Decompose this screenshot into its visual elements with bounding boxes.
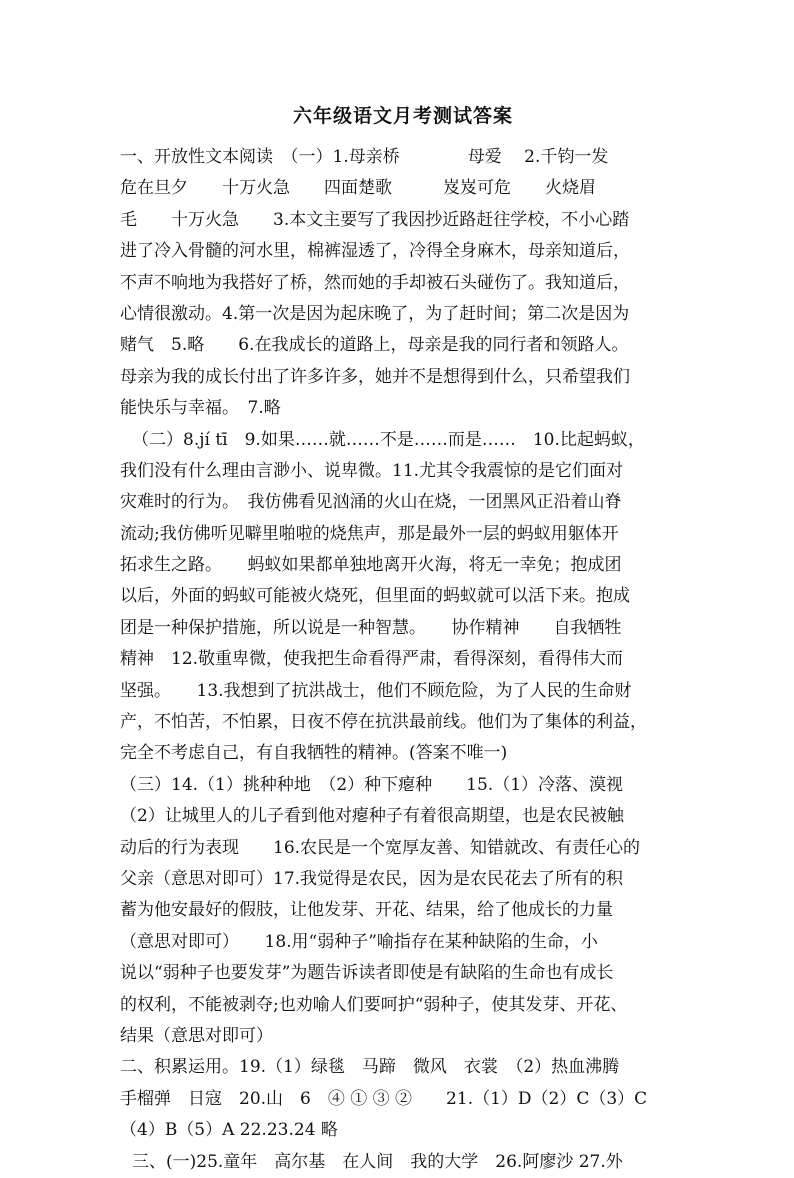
text-line: 二、积累运用。19.（1）绿毯 马蹄 微风 衣裳 （2）热血沸腾: [120, 1057, 620, 1078]
text-line: 团是一种保护措施，所以说是一种智慧。 协作精神 自我牺牲: [120, 617, 622, 638]
answer-body: [120, 142, 686, 1178]
text-line: 流动;我仿佛听见噼里啪啦的烧焦声，那是最外一层的蚂蚁用躯体开: [120, 523, 619, 544]
text-line: 进了冷入骨髓的河水里，棉裤湿透了，冷得全身麻木，母亲知道后，: [120, 241, 630, 262]
text-line: 赌气 5.略 6.在我成长的道路上，母亲是我的同行者和领路人。: [120, 335, 629, 356]
text-line: 拓求生之路。 蚂蚁如果都单独地离开火海，将无一幸免；抱成团: [120, 555, 622, 576]
text-line: 完全不考虑自己，有自我牺牲的精神。(答案不唯一): [120, 743, 508, 764]
text-line: 不声不响地为我搭好了桥，然而她的手却被石头碰伤了。我知道后，: [120, 272, 630, 293]
text-line: 动后的行为表现 16.农民是一个宽厚友善、知错就改、有责任心的: [120, 837, 641, 858]
text-line: 灾难时的行为。 我仿佛看见汹涌的火山在烧，一团黑风正沿着山脊: [120, 492, 622, 513]
text-line: 心情很激动。4.第一次是因为起床晚了，为了赶时间；第二次是因为: [120, 303, 630, 324]
text-line: 危在旦夕 十万火急 四面楚歌 岌岌可危 火烧眉: [120, 178, 596, 199]
text-line: 母亲为我的成长付出了许多许多，她并不是想得到什么，只希望我们: [120, 366, 630, 387]
text-line: 蓄为他安最好的假肢，让他发芽、开花、结果，给了他成长的力量: [120, 900, 613, 921]
text-line: 我们没有什么理由言渺小、说卑微。11.尤其令我震惊的是它们面对: [120, 460, 624, 481]
document-title: 六年级语文月考测试答案: [292, 105, 513, 127]
text-line: （二）8.jí tī 9.如果……就……不是……而是…… 10.比起蚂蚁，: [132, 429, 645, 450]
text-line: 的权利，不能被剥夺;也劝喻人们要呵护“弱种子，使其发芽、开花、: [120, 994, 628, 1015]
text-line: 精神 12.敬重卑微，使我把生命看得严肃，看得深刻，看得伟大而: [120, 649, 624, 670]
text-line: 坚强。 13.我想到了抗洪战士，他们不顾危险，为了人民的生命财: [120, 680, 632, 701]
text-line: （三）14.（1）挑种种地 （2）种下瘪种 15.（1）冷落、漠视: [120, 774, 624, 795]
text-line: 手榴弹 日寇 20.山 6 ④ ① ③ ② 21.（1）D（2）C（3）C: [120, 1088, 648, 1109]
text-line: 父亲（意思对即可）17.我觉得是农民，因为是农民花去了所有的积: [120, 868, 624, 889]
text-line: 三、(一)25.童年 高尔基 在人间 我的大学 26.阿廖沙 27.外: [132, 1151, 623, 1172]
text-line: 毛 十万火急 3.本文主要写了我因抄近路赶往学校，不小心踏: [120, 209, 630, 230]
text-line: 以后，外面的蚂蚁可能被火烧死，但里面的蚂蚁就可以活下来。抱成: [120, 586, 630, 607]
text-line: 产，不怕苦，不怕累，日夜不停在抗洪最前线。他们为了集体的利益，: [120, 712, 647, 733]
text-line: 结果（意思对即可）: [120, 1025, 273, 1046]
text-line: （意思对即可） 18.用“弱种子”喻指存在某种缺陷的生命，小: [120, 931, 598, 952]
answer-sheet-page: [120, 100, 686, 1178]
text-line: 能快乐与幸福。 7.略: [120, 398, 281, 419]
text-line: 一、开放性文本阅读 （一）1.母亲桥 母爱 2.千钧一发: [120, 147, 609, 167]
text-line: （4）B（5）A 22.23.24 略: [120, 1120, 338, 1141]
text-line: （2）让城里人的儿子看到他对瘪种子有着很高期望，也是农民被触: [120, 806, 624, 827]
text-line: 说以“弱种子也要发芽”为题告诉读者即使是有缺陷的生命也有成长: [120, 963, 614, 984]
